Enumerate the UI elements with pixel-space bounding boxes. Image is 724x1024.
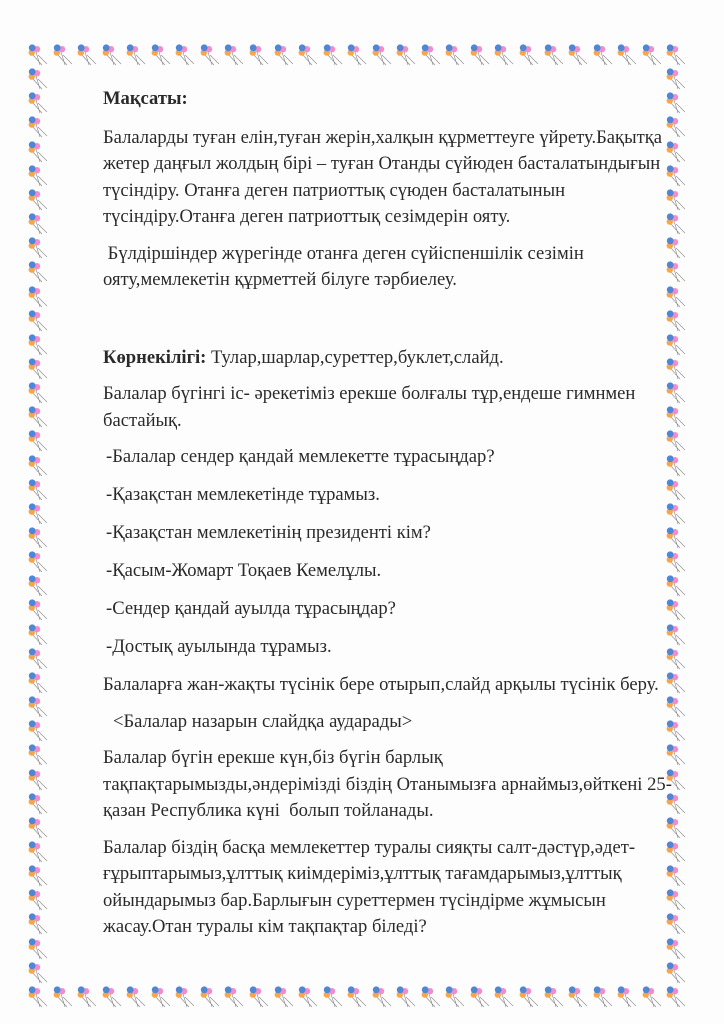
balloon-cluster-icon [125, 43, 149, 67]
balloon-cluster-icon [199, 985, 223, 1009]
balloon-cluster-icon [493, 985, 517, 1009]
balloon-cluster-icon [297, 985, 321, 1009]
balloon-cluster-icon [27, 188, 51, 212]
balloon-cluster-icon [493, 43, 517, 67]
document-body [103, 86, 673, 951]
balloon-cluster-icon [371, 985, 395, 1009]
balloon-cluster-icon [444, 43, 468, 67]
balloon-cluster-icon [273, 985, 297, 1009]
balloon-cluster-icon [592, 985, 616, 1009]
balloon-cluster-icon [27, 405, 51, 429]
balloon-cluster-icon [543, 43, 567, 67]
balloon-cluster-icon [27, 816, 51, 840]
balloon-cluster-icon [27, 67, 51, 91]
balloon-cluster-icon [27, 671, 51, 695]
visual-aids-text: Тулар,шарлар,суреттер,буклет,слайд. [206, 346, 504, 368]
balloon-cluster-icon [52, 43, 76, 67]
balloon-cluster-icon [101, 985, 125, 1009]
balloon-cluster-icon [27, 236, 51, 260]
balloon-cluster-icon [346, 43, 370, 67]
balloon-cluster-icon [27, 309, 51, 333]
dialogue-line: -Балалар сендер қандай мемлекетте тұрасыңдар? [106, 446, 495, 467]
goal-paragraph-1: Балаларды туған елін,туған жерін,халқын құрметтеуге үйрету.Бақытқа жетер даңғыл жолдың бірі – туған Отанды сүйюден басталатындығын түсіндіру. Отанға деген патриоттық сүюден басталатынын түсіндіру.Отанға деген патриоттық сезімдерін ояту. [103, 126, 662, 227]
balloon-cluster-icon [27, 768, 51, 792]
balloon-cluster-icon [27, 743, 51, 767]
dialogue-line: -Қазақстан мемлекетінде тұрамыз. [106, 484, 380, 505]
balloon-cluster-icon [395, 43, 419, 67]
balloon-cluster-icon [125, 985, 149, 1009]
balloon-cluster-icon [27, 792, 51, 816]
balloon-cluster-icon [322, 43, 346, 67]
explanation-paragraph: Балаларға жан-жақты түсінік бере отырып,слайд арқылы түсінік беру. [103, 674, 659, 695]
traditions-paragraph: Балалар біздің басқа мемлекеттер туралы сияқты салт-дәстүр,әдет-ғұрыптарымыз,ұлттық киімдеріміз,ұлттық тағамдарымыз,ұлттық ойындарымыз бар.Барлығын суреттермен түсіндірме жұмысын жасау.Отан туралы кім тақпақтар біледі? [103, 836, 636, 937]
balloon-cluster-icon [27, 140, 51, 164]
balloon-cluster-icon [371, 43, 395, 67]
balloon-cluster-icon [150, 43, 174, 67]
balloon-cluster-icon [27, 550, 51, 574]
balloon-cluster-icon [174, 43, 198, 67]
balloon-cluster-icon [223, 985, 247, 1009]
balloon-cluster-icon [27, 719, 51, 743]
goal-paragraph-2: Бүлдіршіндер жүрегінде отанға деген сүйіспеншілік сезімін ояту,мемлекетін құрметтей білуге тәрбиелеу. [103, 242, 589, 290]
balloon-cluster-icon [322, 985, 346, 1009]
intro-paragraph: Балалар бүгінгі іс- әрекетіміз ерекше болғалы тұр,ендеше гимнмен бастайық. [103, 383, 636, 431]
slide-note: <Балалар назарын слайдқа аударады> [113, 710, 413, 732]
balloon-cluster-icon [27, 454, 51, 478]
balloon-cluster-icon [27, 985, 51, 1009]
balloon-cluster-icon [223, 43, 247, 67]
balloon-cluster-icon [273, 43, 297, 67]
balloon-cluster-icon [616, 985, 640, 1009]
balloon-cluster-icon [27, 961, 51, 985]
dialogue-line: -Қасым-Жомарт Тоқаев Кемелұлы. [106, 560, 382, 581]
balloon-cluster-icon [27, 574, 51, 598]
balloon-cluster-icon [27, 502, 51, 526]
balloon-cluster-icon [469, 985, 493, 1009]
balloon-cluster-icon [543, 985, 567, 1009]
balloon-cluster-icon [27, 623, 51, 647]
balloon-cluster-icon [27, 840, 51, 864]
balloon-cluster-icon [27, 381, 51, 405]
balloon-cluster-icon [27, 478, 51, 502]
balloon-cluster-icon [641, 43, 665, 67]
dialogue-line: -Достық ауылында тұрамыз. [106, 636, 332, 657]
balloon-cluster-icon [420, 985, 444, 1009]
balloon-cluster-icon [567, 43, 591, 67]
balloon-cluster-icon [174, 985, 198, 1009]
balloon-cluster-icon [297, 43, 321, 67]
balloon-cluster-icon [27, 43, 51, 67]
visual-aids-line [103, 345, 673, 372]
balloon-cluster-icon [248, 43, 272, 67]
balloon-cluster-icon [248, 985, 272, 1009]
balloon-cluster-icon [665, 961, 689, 985]
balloon-cluster-icon [420, 43, 444, 67]
balloon-cluster-icon [101, 43, 125, 67]
balloon-cluster-icon [27, 115, 51, 139]
goal-heading: Мақсаты: [103, 88, 188, 109]
balloon-cluster-icon [641, 985, 665, 1009]
balloon-cluster-icon [665, 985, 689, 1009]
dialogue-line: -Сендер қандай ауылда тұрасыңдар? [106, 598, 396, 619]
balloon-cluster-icon [27, 429, 51, 453]
balloon-cluster-icon [27, 164, 51, 188]
visual-aids-label: Көрнекілігі: [103, 346, 207, 368]
balloon-cluster-icon [346, 985, 370, 1009]
balloon-cluster-icon [27, 357, 51, 381]
balloon-cluster-icon [27, 888, 51, 912]
balloon-cluster-icon [27, 937, 51, 961]
balloon-cluster-icon [27, 912, 51, 936]
holiday-paragraph: Балалар бүгін ерекше күн,біз бүгін барлық тақпақтарымызды,әндерімізді біздің Отанымызға арнаймыз,өйткені 25-қазан Республика күні болып тойланады. [103, 747, 672, 821]
balloon-cluster-icon [27, 333, 51, 357]
balloon-cluster-icon [444, 985, 468, 1009]
balloon-cluster-icon [518, 985, 542, 1009]
balloon-cluster-icon [27, 647, 51, 671]
balloon-cluster-icon [27, 285, 51, 309]
balloon-cluster-icon [27, 212, 51, 236]
dialogue-line: -Қазақстан мемлекетінің президенті кім? [106, 522, 431, 543]
balloon-cluster-icon [27, 526, 51, 550]
balloon-cluster-icon [518, 43, 542, 67]
balloon-cluster-icon [52, 985, 76, 1009]
balloon-cluster-icon [567, 985, 591, 1009]
balloon-cluster-icon [76, 985, 100, 1009]
balloon-cluster-icon [469, 43, 493, 67]
balloon-cluster-icon [27, 260, 51, 284]
balloon-cluster-icon [592, 43, 616, 67]
balloon-cluster-icon [395, 985, 419, 1009]
balloon-cluster-icon [150, 985, 174, 1009]
balloon-cluster-icon [616, 43, 640, 67]
balloon-cluster-icon [665, 43, 689, 67]
balloon-cluster-icon [76, 43, 100, 67]
balloon-cluster-icon [27, 695, 51, 719]
balloon-cluster-icon [27, 864, 51, 888]
balloon-cluster-icon [27, 598, 51, 622]
balloon-cluster-icon [27, 91, 51, 115]
balloon-cluster-icon [199, 43, 223, 67]
